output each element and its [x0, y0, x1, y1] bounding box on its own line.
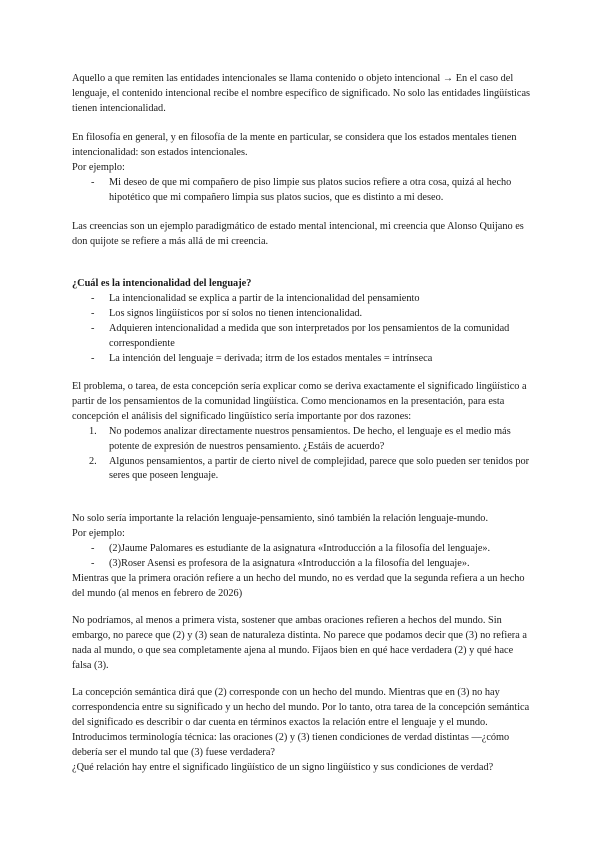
- paragraph-mental-states: En filosofía en general, y en filosofía de la mente en particular, se considera que los estados mentales tienen intencionalidad: son estados intencionales.: [72, 132, 517, 158]
- paragraph-problem: El problema, o tarea, de esta concepción sería explicar como se deriva exactamente el significado lingüístico a partir de los pensamientos de la comunidad lingüística. Como mencionamos en la presentación, para esta concepción el análisis del significado lingüístico sería importante por dos razones:: [72, 381, 527, 422]
- paragraph-semantic-conception: La concepción semántica dirá que (2) corresponde con un hecho del mundo. Mientras que en (3) no hay correspondencia entre su significado y un hecho del mundo. Por lo tanto, otra tarea de la concepción semántica del significado es describir o dar cuenta en términos exactos la relación entre el lenguaje y el mundo. Introducimos terminología técnica: las oraciones (2) y (3) tienen condiciones de verdad distintas —¿cómo debería ser el mundo tal que (3) fuese verdadera?: [72, 687, 530, 758]
- closing-question: ¿Qué relación hay entre el significado lingüístico de un signo lingüístico y sus condiciones de verdad?: [72, 761, 494, 773]
- list-item: - La intención del lenguaje = derivada; itrm de los estados mentales = intrínseca: [72, 352, 532, 367]
- paragraph-intentional-content: Aquello a que remiten las entidades intencionales se llama contenido o objeto intencional → En el caso del lenguaje, el contenido intencional recibe el nombre específico de significado. No solo las entidades lingüísticas tienen intencionalidad.: [72, 73, 531, 114]
- reasons-list: [72, 425, 532, 485]
- list-item: - Adquieren intencionalidad a medida que son interpretados por los pensamientos de la comunidad correspondiente: [72, 322, 532, 352]
- paragraph-language-world: No solo sería importante la relación lenguaje-pensamiento, sinó también la relación lenguaje-mundo.: [72, 513, 489, 524]
- heading-list: [72, 292, 532, 367]
- list-item: - Los signos lingüísticos por sí solos no tienen intencionalidad.: [72, 307, 532, 322]
- list-item: - La intencionalidad se explica a partir de la intencionalidad del pensamiento: [72, 292, 532, 307]
- section-language-intentionality: [72, 277, 532, 366]
- example-label: Por ejemplo:: [72, 161, 125, 173]
- list-item: - (2)Jaume Palomares es estudiante de la asignatura «Introducción a la filosofía del lenguaje».: [72, 542, 532, 557]
- item-text: Algunos pensamientos, a partir de cierto nivel de complejidad, parece que solo pueden ser tenidos por seres que poseen lenguaje.: [109, 455, 530, 482]
- list-item: [72, 455, 532, 485]
- section-semantic-conception: [72, 686, 532, 775]
- item-text: No podemos analizar directamente nuestros pensamientos. De hecho, el lenguaje es el medio más potente de expresión de nuestros pensamiento. ¿Estáis de acuerdo?: [109, 425, 511, 452]
- item-number: 1.: [89, 425, 97, 437]
- section-mental-states: [72, 131, 532, 206]
- list-item: [72, 425, 532, 455]
- list-item: - Mi deseo de que mi compañero de piso limpie sus platos sucios refiere a otra cosa, quizá al hecho hipotético que mi compañero limpia sus platos sucios, que es distinto a mi deseo.: [72, 176, 532, 206]
- sentence-examples: [72, 542, 532, 572]
- list-item: - (3)Roser Asensi es profesora de la asignatura «Introducción a la filosofía del lenguaje».: [72, 557, 532, 572]
- paragraph-facts: No podríamos, al menos a primera vista, sostener que ambas oraciones refieren a hechos del mundo. Sin embargo, no parece que (2) y (3) sean de naturaleza distinta. No parece que podamos decir que (3) no refiera a nada al mundo, o que sea completamente ajena al mundo. Fijaos bien en qué hace verdadera (2) y qué hace falsa (3).: [72, 615, 527, 671]
- section-problem: [72, 380, 532, 484]
- paragraph-beliefs: Las creencias son un ejemplo paradigmático de estado mental intencional, mi creencia que Alonso Quijano es don quijote se refiere a más allá de mi creencia.: [72, 221, 524, 247]
- item-number: 2.: [89, 455, 97, 467]
- example-list: [72, 176, 532, 206]
- paragraph-sentence-comparison: Mientras que la primera oración refiere a un hecho del mundo, no es verdad que la segunda refiera a un hecho del mundo (al menos en febrero de 2026): [72, 572, 525, 599]
- section-language-world: [72, 512, 532, 601]
- example-label: Por ejemplo:: [72, 527, 125, 539]
- section-heading: ¿Cuál es la intencionalidad del lenguaje?: [72, 278, 252, 289]
